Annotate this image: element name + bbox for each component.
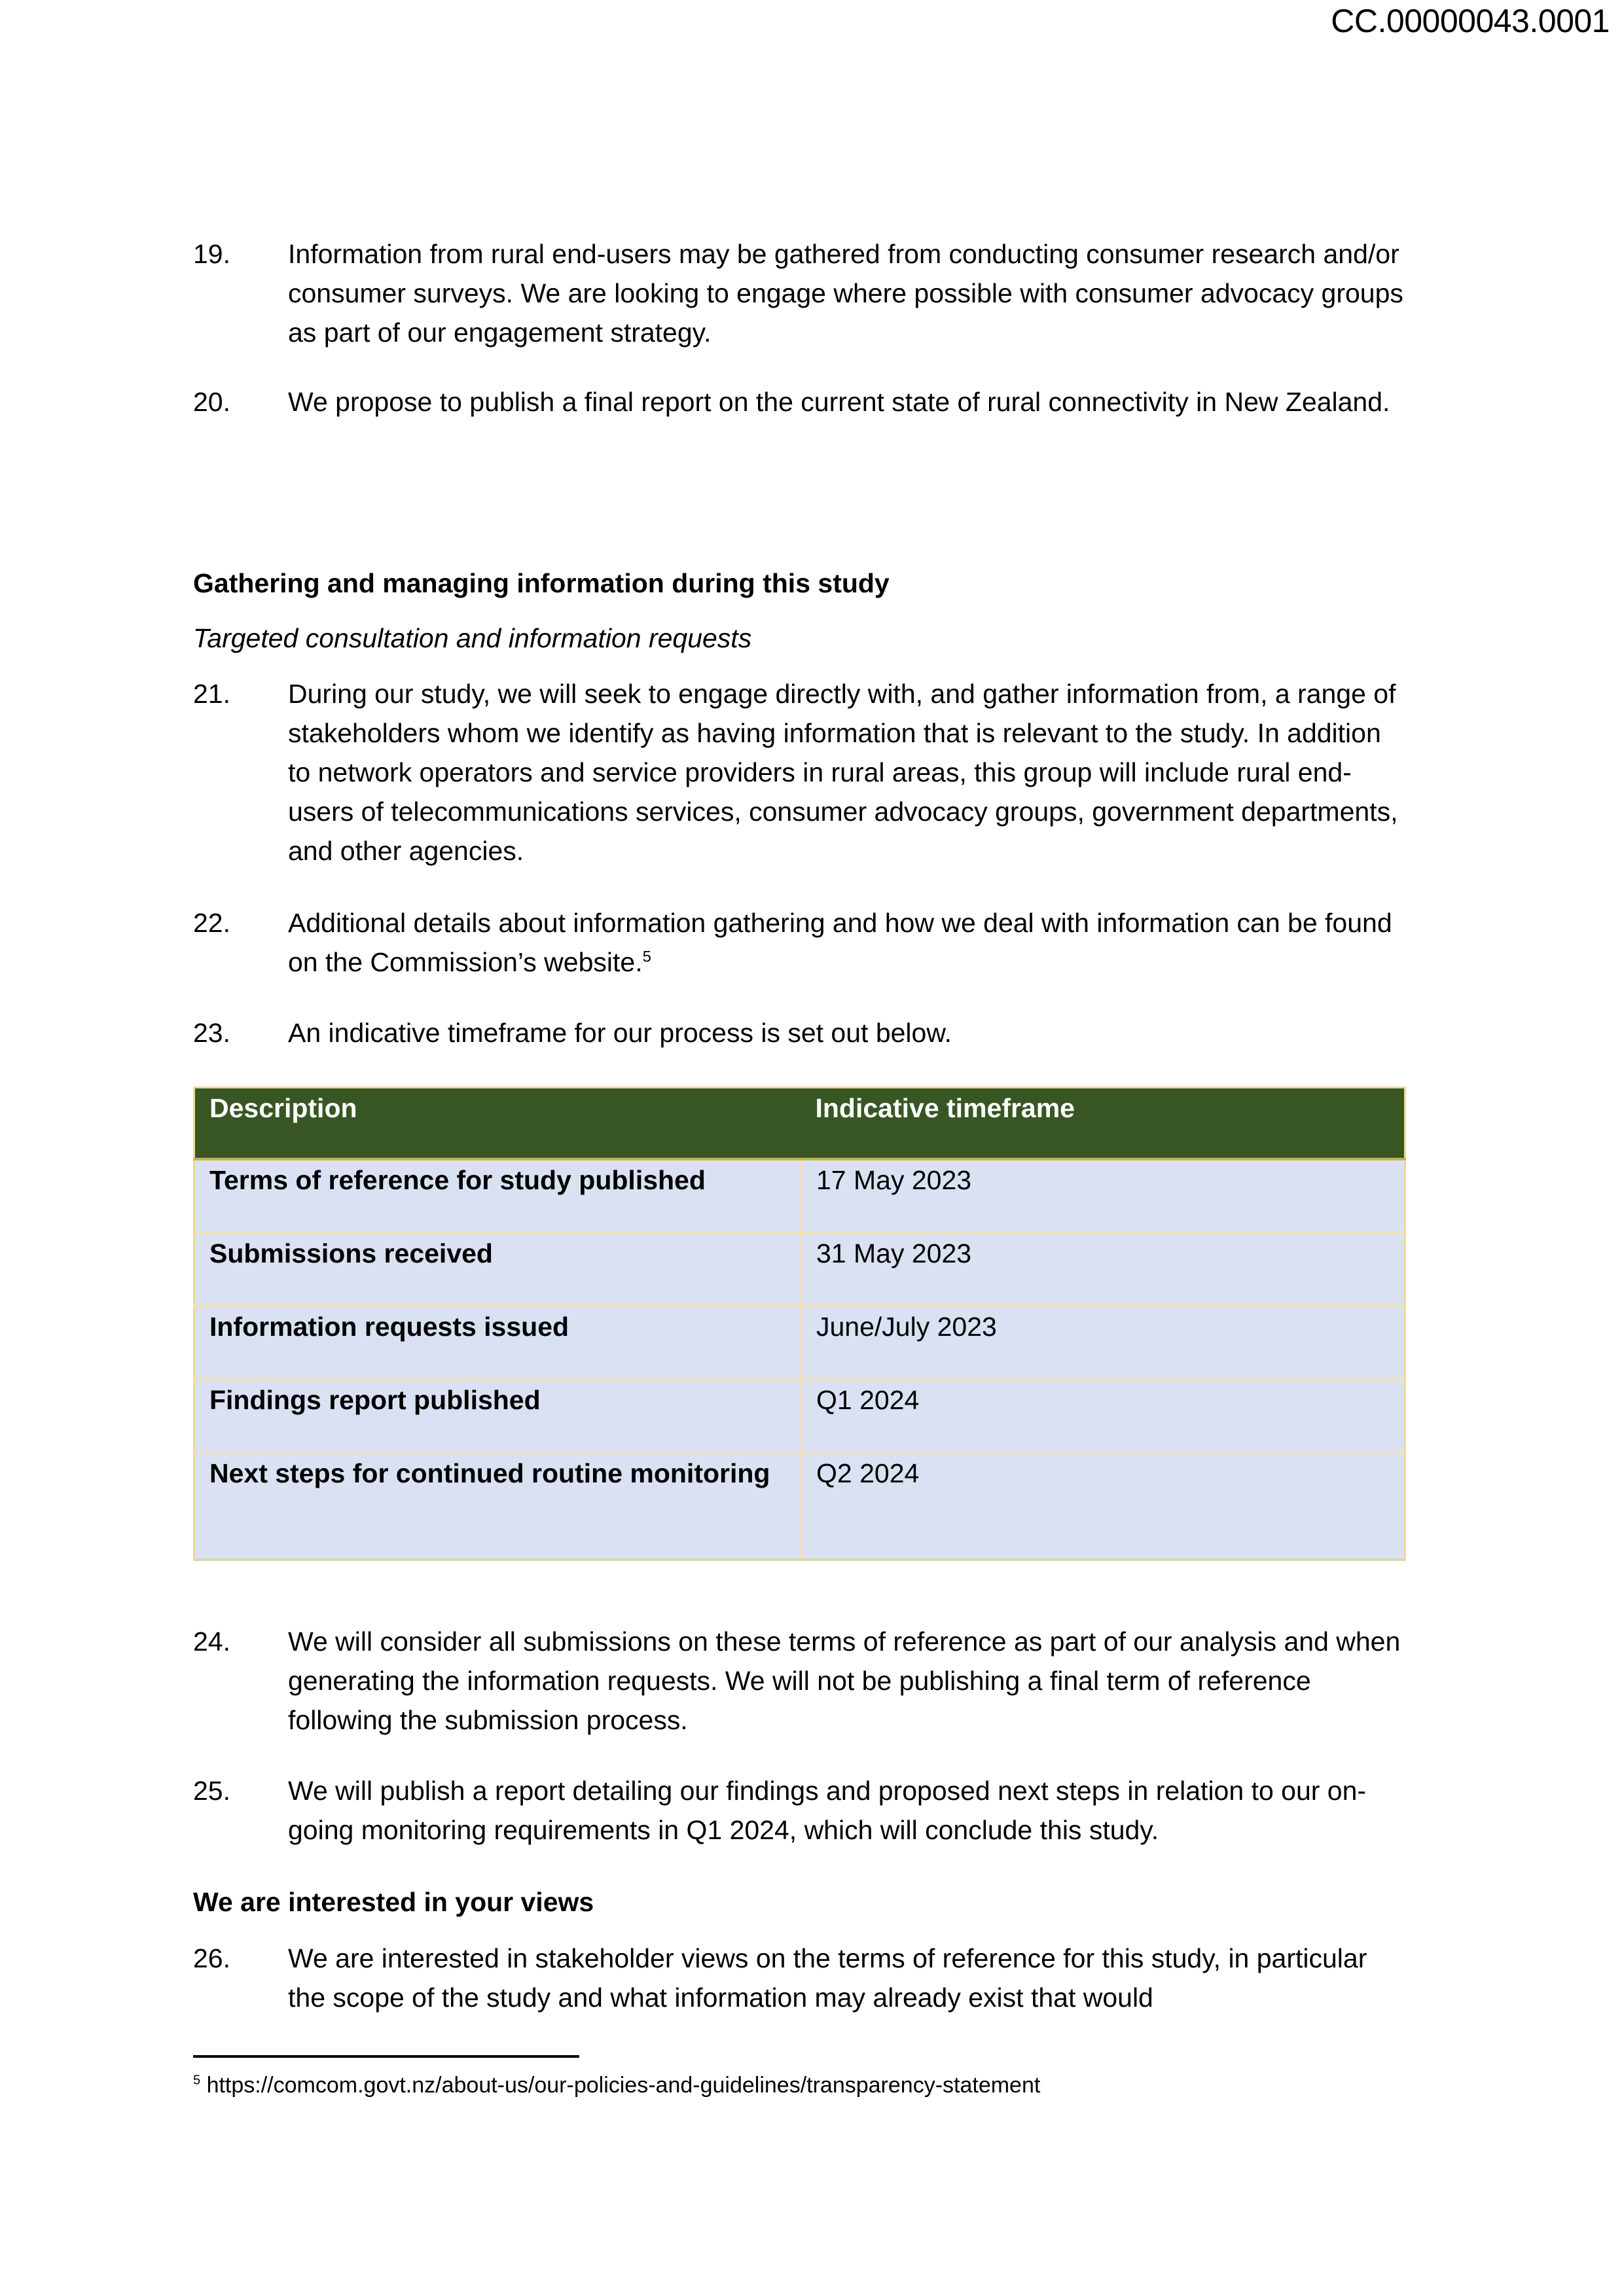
paragraph-text-body: Additional details about information gathering and how we deal with information can be found on the Commission’s website. (288, 908, 1392, 977)
footnote-link[interactable]: https://comcom.govt.nz/about-us/our-policies-and-guidelines/transparency-statement (206, 2073, 1041, 2098)
paragraph-19 (193, 234, 1407, 352)
table-row (194, 1159, 1405, 1232)
cell-description: Information requests issued (194, 1306, 801, 1379)
paragraph-text: We will consider all submissions on these terms of reference as part of our analysis and when generating the information requests. We will not be publishing a final term of reference following the submission process. (288, 1626, 1401, 1735)
paragraph-25 (193, 1771, 1407, 1850)
section-subheading-targeted-consultation: Targeted consultation and information requests (193, 623, 752, 653)
cell-timeframe: June/July 2023 (801, 1306, 1405, 1379)
footnote-marker: 5 (193, 2073, 201, 2088)
paragraph-24 (193, 1622, 1407, 1740)
table-row (194, 1232, 1405, 1306)
paragraph-text: An indicative timeframe for our process is set out below. (288, 1018, 952, 1048)
cell-description: Findings report published (194, 1379, 801, 1452)
paragraph-number: 26. (193, 1943, 230, 1973)
column-header-description: Description (194, 1088, 801, 1160)
section-heading-gathering: Gathering and managing information during this study (193, 568, 890, 598)
paragraph-text (288, 903, 1407, 982)
column-header-timeframe: Indicative timeframe (801, 1088, 1405, 1160)
paragraph-text: Information from rural end-users may be gathered from conducting consumer research and/or consumer surveys. We are looking to engage where possible with consumer advocacy groups as part of our engagement strategy. (288, 239, 1403, 348)
document-id-stamp: CC.00000043.0001 (1331, 3, 1610, 39)
paragraph-text: We are interested in stakeholder views on the terms of reference for this study, in particular the scope of the study and what information may already exist that would (288, 1943, 1367, 2013)
paragraph-20 (193, 382, 1407, 422)
paragraph-number: 24. (193, 1626, 230, 1657)
cell-description: Next steps for continued routine monitoring (194, 1452, 801, 1560)
table-row (194, 1452, 1405, 1560)
paragraph-text: We propose to publish a final report on the current state of rural connectivity in New Zealand. (288, 387, 1390, 417)
paragraph-number: 23. (193, 1018, 230, 1048)
paragraph-number: 19. (193, 239, 230, 269)
cell-timeframe: 17 May 2023 (801, 1159, 1405, 1232)
cell-timeframe: Q1 2024 (801, 1379, 1405, 1452)
cell-description: Submissions received (194, 1232, 801, 1306)
paragraph-number: 21. (193, 679, 230, 709)
table-header-row (194, 1088, 1405, 1160)
paragraph-21 (193, 674, 1407, 870)
footnote-5 (193, 2071, 1040, 2100)
cell-timeframe: Q2 2024 (801, 1452, 1405, 1560)
paragraph-22 (193, 903, 1407, 982)
paragraph-number: 20. (193, 387, 230, 417)
cell-timeframe: 31 May 2023 (801, 1232, 1405, 1306)
paragraph-23 (193, 1013, 1407, 1052)
footnote-separator (193, 2055, 579, 2058)
section-heading-views: We are interested in your views (193, 1887, 594, 1917)
cell-description: Terms of reference for study published (194, 1159, 801, 1232)
paragraph-text: We will publish a report detailing our findings and proposed next steps in relation to our on-going monitoring requirements in Q1 2024, which will conclude this study. (288, 1776, 1367, 1845)
paragraph-number: 25. (193, 1776, 230, 1806)
table-row (194, 1306, 1405, 1379)
paragraph-number: 22. (193, 908, 230, 938)
footnote-reference[interactable]: 5 (642, 948, 651, 966)
indicative-timeframe-table (193, 1086, 1406, 1561)
paragraph-26 (193, 1939, 1407, 2017)
table-row (194, 1379, 1405, 1452)
paragraph-text: During our study, we will seek to engage directly with, and gather information from, a range of stakeholders whom we identify as having information that is relevant to the study. In addition to network operators and service providers in rural areas, this group will include rural end-users of telecommunications services, consumer advocacy groups, government departments, and other agencies. (288, 679, 1398, 866)
